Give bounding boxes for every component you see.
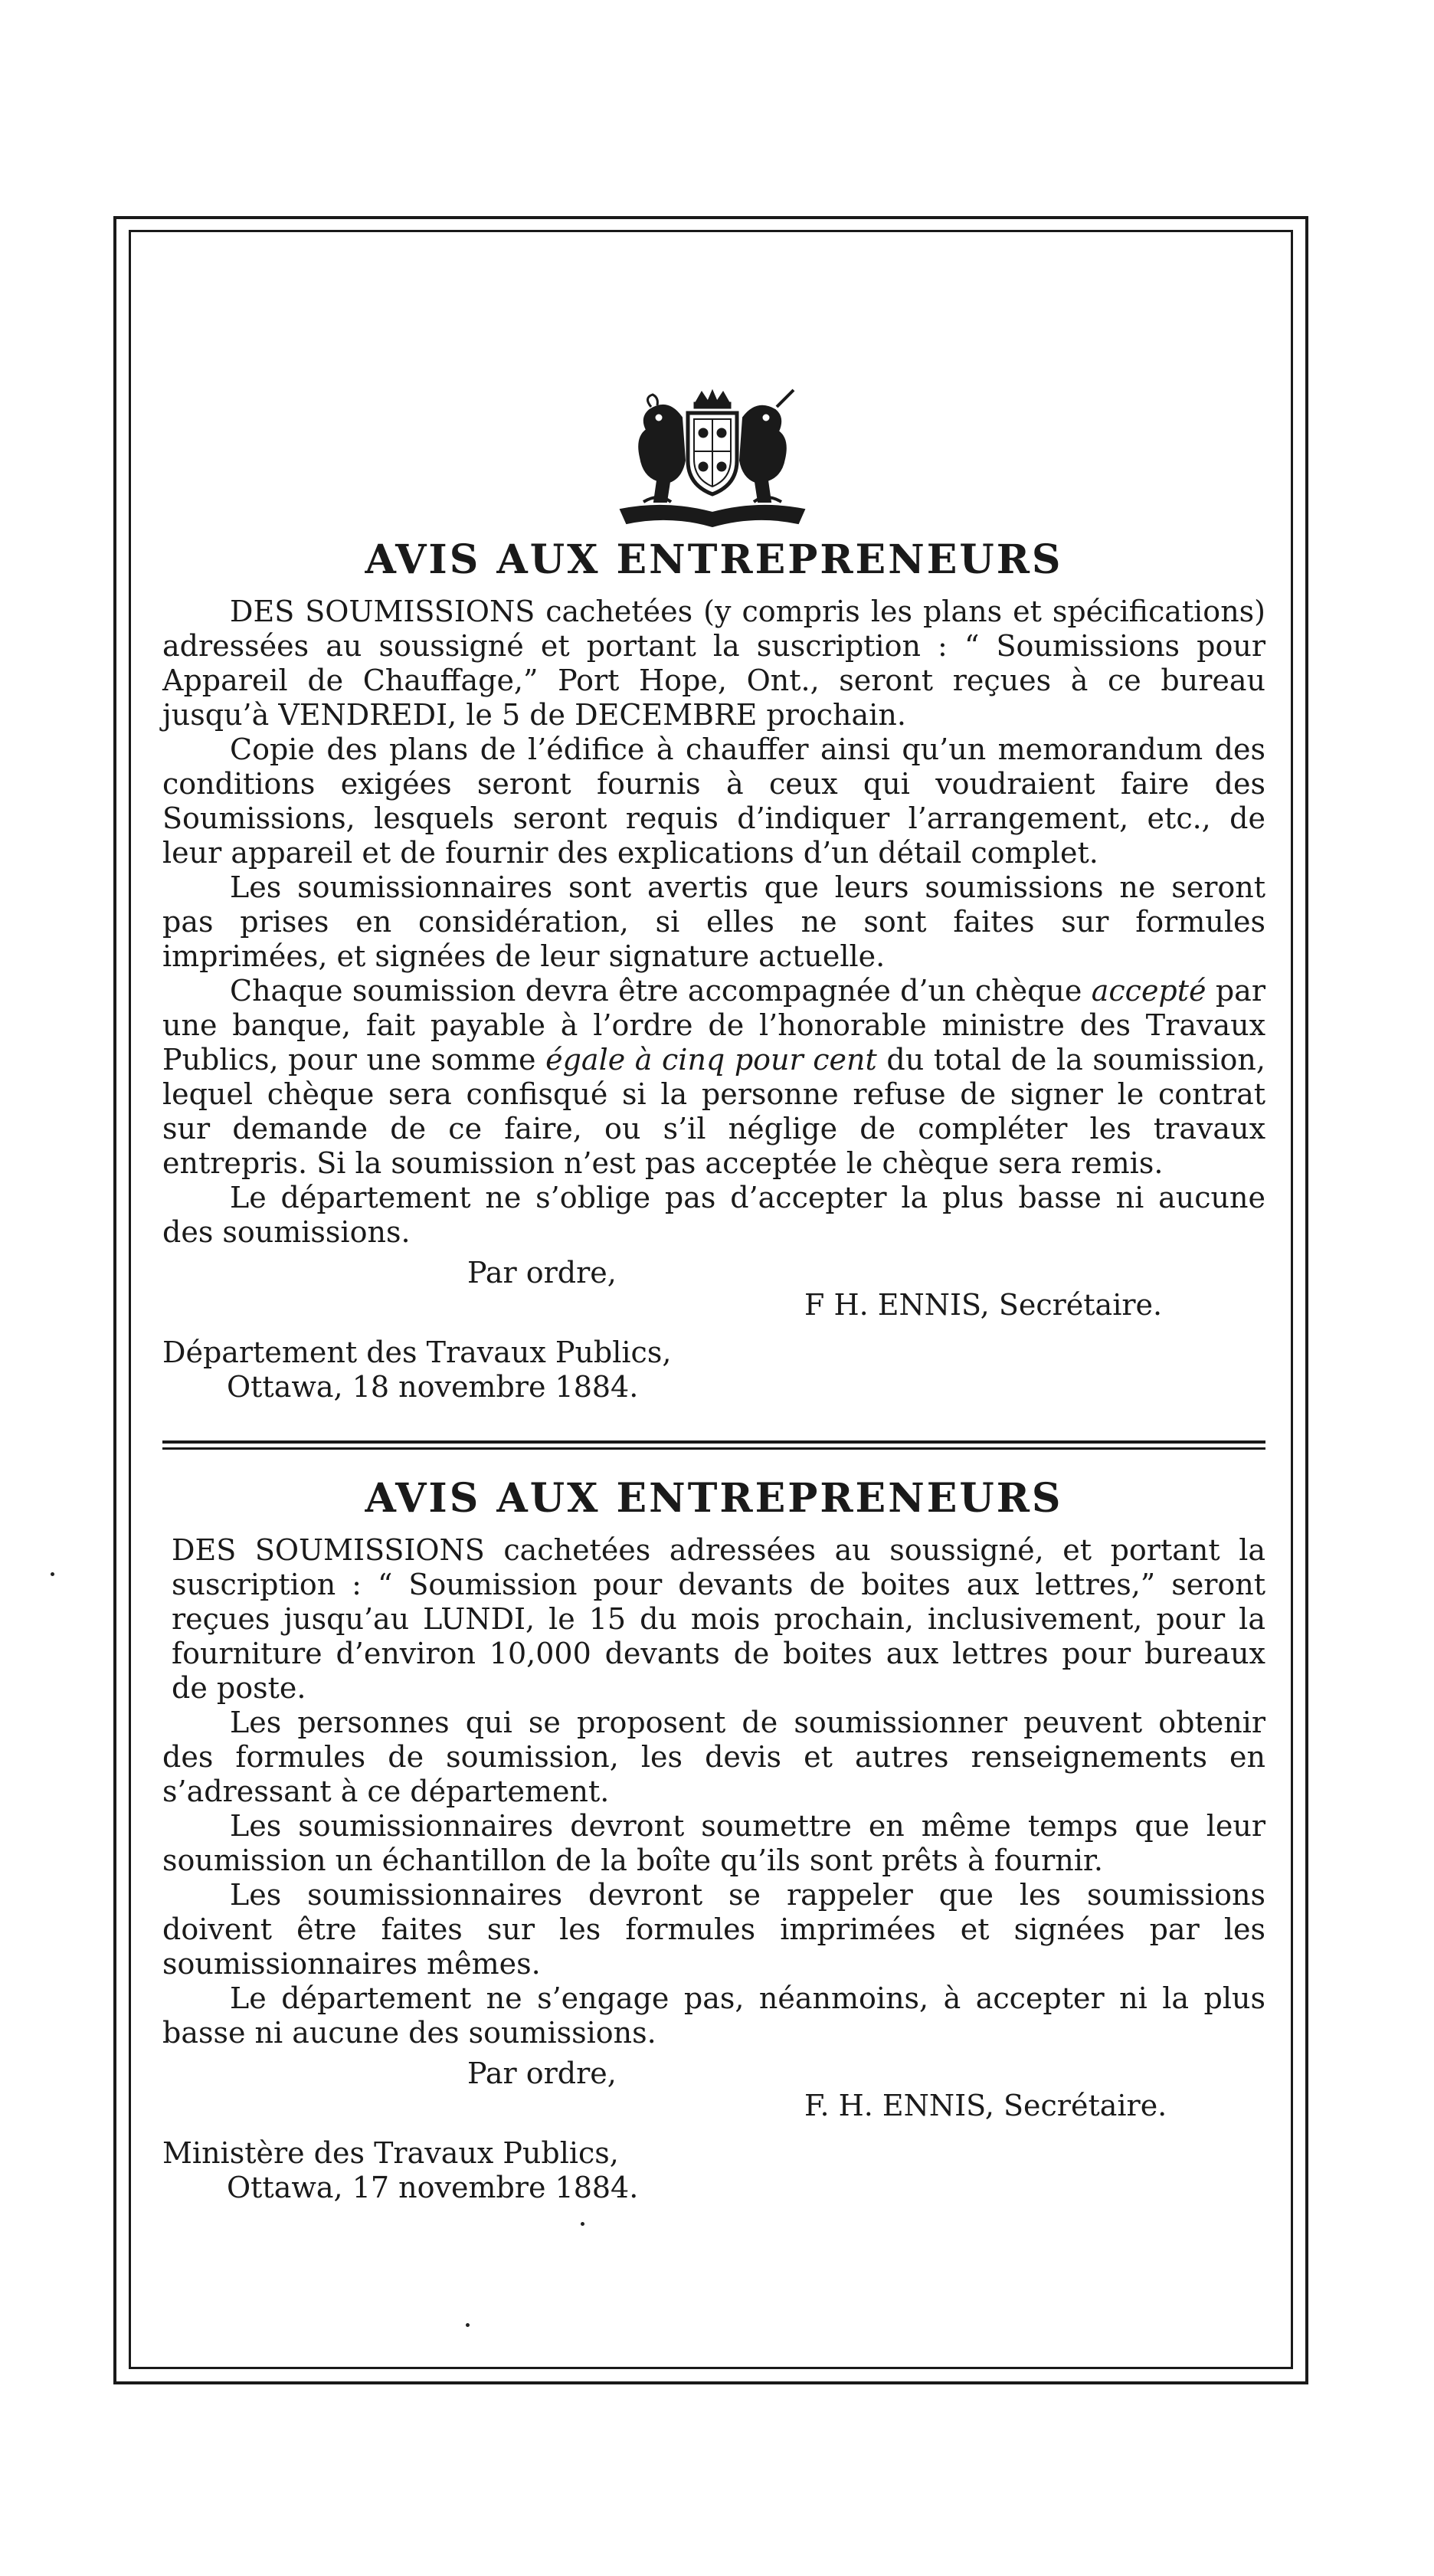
- notice-heating-apparatus: [162, 536, 1266, 1404]
- place-date: Ottawa, 17 novembre 1884.: [227, 2171, 639, 2204]
- cheque-text-b: par une banque, fait payable à l’ordre de l’honorable ministre des Travaux Publics, pour une somme: [162, 974, 1266, 1077]
- paragraph-printed-forms: Les soumissionnaires devront se rappeler que les soumissions doivent être faites sur les formules imprimées et signées par les soumissionnaires mêmes.: [162, 1878, 1265, 1981]
- cheque-accepted: accepté: [1091, 974, 1206, 1008]
- paragraph-plans: Copie des plans de l’édifice à chauffer ainsi qu’un memorandum des conditions exigées seront fournis à ceux qui voudraient faire des Soumissions, lesquels seront requis d’indiquer l’arrangement, etc., de leur appareil et de fournir des explications d’un détail complet.: [162, 732, 1265, 870]
- paragraph-forms: Les personnes qui se proposent de soumissionner peuvent obtenir des formules de soumission, les devis et autres renseignements en s’adressant à ce département.: [162, 1706, 1265, 1808]
- department-address: [162, 2136, 638, 2205]
- cheque-text-a: Chaque soumission devra être accompagnée d’un chèque: [230, 974, 1092, 1008]
- notice-letter-boxes: [162, 1475, 1265, 2204]
- cheque-text-c: du total de la soumission, lequel chèque sera confisqué si la personne refuse de signer le contrat sur demande de ce faire, ou s’il néglige de compléter les travaux entrepris. Si la soumission n’est pas acceptée le chèque sera remis.: [162, 1043, 1265, 1180]
- paragraph-tenders: DES SOUMISSIONS cachetées (y compris les plans et spécifications) adressées au soussigné et portant la suscription : “ Soumissions pour Appareil de Chauffage,” Port Hope, Ont., seront reçues à ce bureau jusqu’à VENDREDI, le 5 de DECEMBRE prochain.: [162, 595, 1265, 732]
- department-address: [162, 1336, 671, 1404]
- paragraph-department: Le département ne s’engage pas, néanmoins, à accepter ni la plus basse ni aucune des soumissions.: [162, 1981, 1265, 2050]
- paragraph-forms: Les soumissionnaires sont avertis que leurs soumissions ne seront pas prises en considération, si elles ne sont faites sur formules imprimées, et signées de leur signature actuelle.: [162, 870, 1265, 973]
- scan-speck: [466, 2323, 470, 2327]
- scan-speck: [51, 1572, 54, 1576]
- paragraph-sample: Les soumissionnaires devront soumettre en même temps que leur soumission un échantillon de la boîte qu’ils sont prêts à fournir.: [162, 1809, 1265, 1877]
- notice-title: AVIS AUX ENTREPRENEURS: [365, 1475, 1063, 1522]
- notice-title: AVIS AUX ENTREPRENEURS: [365, 536, 1063, 583]
- coat-of-arms-icon: [598, 387, 827, 533]
- paragraph-cheque: [162, 974, 1265, 1181]
- cheque-percentage: égale à cinq pour cent: [545, 1043, 877, 1077]
- department-name: Ministère des Travaux Publics,: [162, 2136, 619, 2170]
- place-date: Ottawa, 18 novembre 1884.: [227, 1370, 639, 1404]
- scan-speck: [581, 2222, 584, 2226]
- secretary-signature: F H. ENNIS, Secrétaire.: [804, 1288, 1163, 1322]
- par-ordre: Par ordre,: [467, 1256, 617, 1290]
- section-divider: [162, 1440, 1265, 1450]
- paragraph-department: Le département ne s’oblige pas d’accepter la plus basse ni aucune des soumissions.: [162, 1181, 1265, 1249]
- paragraph-tenders: DES SOUMISSIONS cachetées adressées au soussigné, et portant la suscription : “ Soumission pour devants de boites aux lettres,” seront reçues jusqu’au LUNDI, le 15 du mois prochain, inclusivement, pour la fourniture d’environ 10,000 devants de boites aux lettres pour bureaux de poste.: [172, 1533, 1265, 1705]
- par-ordre: Par ordre,: [467, 2057, 617, 2090]
- department-name: Département des Travaux Publics,: [162, 1336, 672, 1369]
- secretary-signature: F. H. ENNIS, Secrétaire.: [804, 2089, 1167, 2122]
